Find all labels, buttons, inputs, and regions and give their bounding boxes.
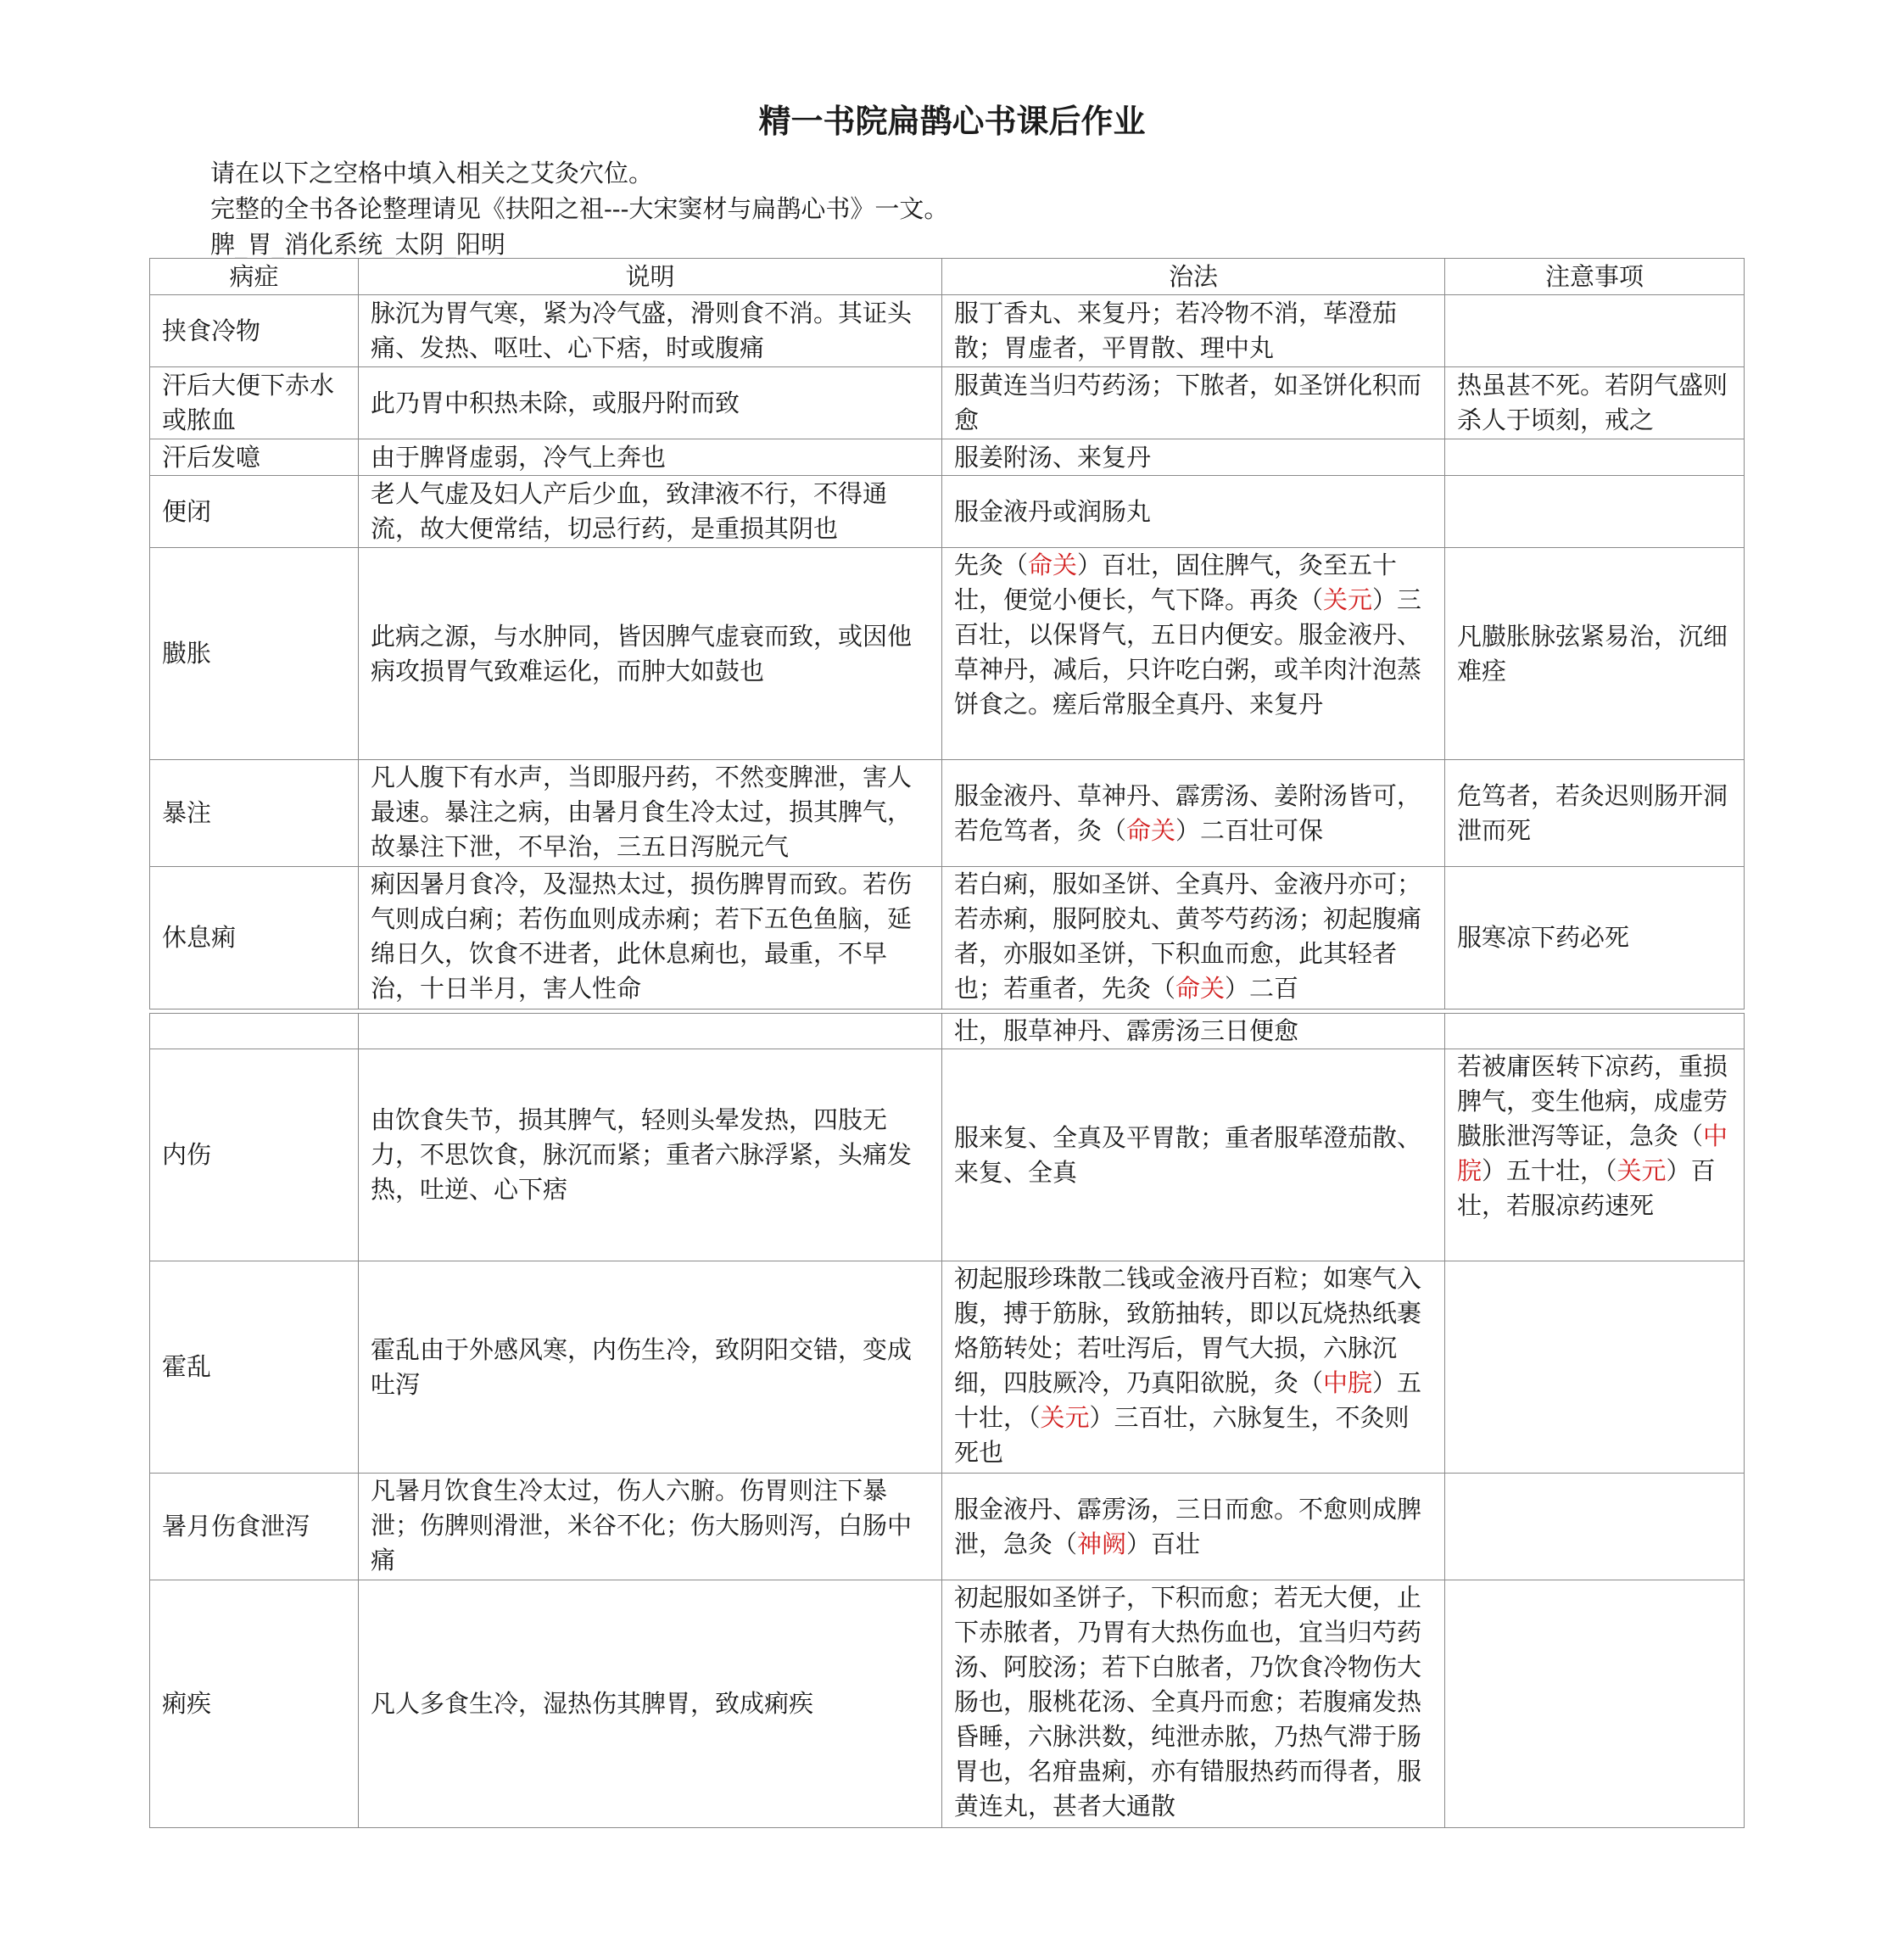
treatment-cell <box>942 548 1445 760</box>
disease-cell: 痢疾 <box>150 1580 359 1828</box>
table-header-row <box>150 259 1745 295</box>
intro-section: 脾_胃_消化系统_太阴_阳明 <box>210 230 506 259</box>
acupoint-answer: 神阙 <box>1077 1529 1127 1558</box>
disease-cell <box>150 1014 359 1049</box>
acupoint-answer: 中脘 <box>1457 1121 1728 1185</box>
description-cell: 此病之源，与水肿同，皆因脾气虚衰而致，或因他病攻损胃气致难运化，而肿大如鼓也 <box>359 548 942 760</box>
note-cell <box>1445 1049 1745 1261</box>
treatment-text: ）二百 <box>1225 974 1299 1003</box>
page-title: 精一书院扁鹊心书课后作业 <box>758 102 1146 140</box>
treatment-cell <box>942 760 1445 867</box>
treatment-text: ）三百壮，以保肾气，五日内便安。服金液丹、草神丹，减后，只许吃白粥，或羊肉汁泡蒸饼食之。瘥后常服全真丹、来复丹 <box>954 585 1422 719</box>
header-treatment: 治法 <box>942 259 1445 295</box>
treatment-text: ）百壮 <box>1126 1529 1201 1558</box>
treatment-cell <box>942 1261 1445 1474</box>
table-row <box>150 476 1745 548</box>
description-cell: 脉沉为胃气寒，紧为冷气盛，滑则食不消。其证头痛、发热、呕吐、心下痞，时或腹痛 <box>359 295 942 367</box>
note-cell <box>1445 1474 1745 1580</box>
note-text: ）百壮，若服凉药速死 <box>1457 1156 1716 1220</box>
intro-instruction: 请在以下之空格中填入相关之艾灸穴位。 <box>210 159 654 187</box>
note-text: ）五十壮，（ <box>1482 1156 1617 1185</box>
table-row <box>150 867 1745 1009</box>
disease-cell: 霍乱 <box>150 1261 359 1474</box>
table-row <box>150 760 1745 867</box>
description-cell: 凡暑月饮食生冷太过，伤人六腑。伤胃则注下暴泄；伤脾则滑泄，米谷不化；伤大肠则泻，白肠中痛 <box>359 1474 942 1580</box>
acupoint-answer: 命关 <box>1028 551 1078 579</box>
treatment-cell: 壮，服草神丹、霹雳汤三日便愈 <box>942 1014 1445 1049</box>
disease-cell: 臌胀 <box>150 548 359 760</box>
table-row <box>150 295 1745 367</box>
note-cell <box>1445 1261 1745 1474</box>
treatment-text: ）三百壮，六脉复生，不灸则死也 <box>954 1403 1410 1467</box>
acupoint-answer: 关元 <box>1040 1403 1090 1432</box>
treatment-text: 服金液丹、霹雳汤，三日而愈。不愈则成脾泄，急灸（ <box>954 1494 1422 1558</box>
table-row <box>150 1580 1745 1828</box>
description-cell: 此乃胃中积热未除，或服丹附而致 <box>359 367 942 439</box>
note-cell <box>1445 1580 1745 1828</box>
table-row <box>150 1049 1745 1261</box>
treatment-text: 服金液丹、草神丹、霹雳汤、姜附汤皆可，若危笃者，灸（ <box>954 780 1422 845</box>
description-cell: 凡人多食生冷，湿热伤其脾胃，致成痢疾 <box>359 1580 942 1828</box>
acupoint-answer: 中脘 <box>1323 1368 1373 1397</box>
disease-cell: 汗后大便下赤水或脓血 <box>150 367 359 439</box>
note-cell <box>1445 439 1745 476</box>
header-disease: 病症 <box>150 259 359 295</box>
acupoint-answer: 关元 <box>1616 1156 1667 1185</box>
treatment-cell: 服黄连当归芍药汤；下脓者，如圣饼化积而愈 <box>942 367 1445 439</box>
description-cell: 老人气虚及妇人产后少血，致津液不行，不得通流，故大便常结，切忌行药，是重损其阴也 <box>359 476 942 548</box>
note-cell: 凡臌胀脉弦紧易治，沉细难痊 <box>1445 548 1745 760</box>
acupoint-answer: 命关 <box>1126 815 1176 845</box>
treatment-cell: 服丁香丸、来复丹；若冷物不消，荜澄茄散；胃虚者，平胃散、理中丸 <box>942 295 1445 367</box>
description-cell: 由于脾肾虚弱，冷气上奔也 <box>359 439 942 476</box>
treatment-text: ）二百壮可保 <box>1175 815 1324 845</box>
table-row <box>150 548 1745 760</box>
treatment-cell: 初起服如圣饼子，下积而愈；若无大便，止下赤脓者，乃胃有大热伤血也，宜当归芍药汤、阿胶汤；若下白脓者，乃饮食冷物伤大肠也，服桃花汤、全真丹而愈；若腹痛发热昏睡，六脉洪数，纯泄赤脓，乃热气滞于肠胃也，名疳蛊痢，亦有错服热药而得者，服黄连丸，甚者大通散 <box>942 1580 1445 1828</box>
treatment-text: ）五十壮，（ <box>954 1368 1422 1432</box>
disease-cell: 汗后发噫 <box>150 439 359 476</box>
note-cell: 热虽甚不死。若阴气盛则杀人于顷刻，戒之 <box>1445 367 1745 439</box>
treatment-table-continued <box>149 1013 1745 1828</box>
note-cell <box>1445 295 1745 367</box>
intro-reference: 完整的全书各论整理请见《扶阳之祖---大宋窦材与扁鹊心书》一文。 <box>210 194 949 223</box>
table-row <box>150 439 1745 476</box>
disease-cell: 内伤 <box>150 1049 359 1261</box>
disease-cell: 挟食冷物 <box>150 295 359 367</box>
treatment-table <box>149 258 1745 1009</box>
disease-cell: 便闭 <box>150 476 359 548</box>
treatment-cell: 服来复、全真及平胃散；重者服荜澄茄散、来复、全真 <box>942 1049 1445 1261</box>
disease-cell: 暴注 <box>150 760 359 867</box>
acupoint-answer: 命关 <box>1175 974 1226 1003</box>
treatment-text: 先灸（ <box>954 551 1029 579</box>
header-description: 说明 <box>359 259 942 295</box>
disease-cell: 休息痢 <box>150 867 359 1009</box>
note-cell <box>1445 476 1745 548</box>
table-row <box>150 367 1745 439</box>
description-cell <box>359 1014 942 1049</box>
treatment-cell <box>942 867 1445 1009</box>
treatment-text: 若白痢，服如圣饼、全真丹、金液丹亦可；若赤痢，服阿胶丸、黄芩芍药汤；初起腹痛者，亦服如圣饼，下积血而愈，此其轻者也；若重者，先灸（ <box>954 870 1422 1003</box>
description-cell: 霍乱由于外感风寒，内伤生冷，致阴阳交错，变成吐泻 <box>359 1261 942 1474</box>
description-cell: 痢因暑月食冷，及湿热太过，损伤脾胃而致。若伤气则成白痢；若伤血则成赤痢；若下五色鱼脑，延绵日久，饮食不进者，此休息痢也，最重，不早治，十日半月，害人性命 <box>359 867 942 1009</box>
treatment-cell: 服金液丹或润肠丸 <box>942 476 1445 548</box>
table-row <box>150 1261 1745 1474</box>
table-row <box>150 1014 1745 1049</box>
treatment-cell <box>942 1474 1445 1580</box>
treatment-text: 初起服珍珠散二钱或金液丹百粒；如寒气入腹，搏于筋脉，致筋抽转，即以瓦烧热纸裹烙筋转处；若吐泻后，胃气大损，六脉沉细，四肢厥冷，乃真阳欲脱，灸（ <box>954 1264 1422 1397</box>
table-row <box>150 1474 1745 1580</box>
description-cell: 凡人腹下有水声，当即服丹药，不然变脾泄，害人最速。暴注之病，由暑月食生冷太过，损其脾气，故暴注下泄，不早治，三五日泻脱元气 <box>359 760 942 867</box>
note-cell: 危笃者，若灸迟则肠开洞泄而死 <box>1445 760 1745 867</box>
header-notes: 注意事项 <box>1445 259 1745 295</box>
disease-cell: 暑月伤食泄泻 <box>150 1474 359 1580</box>
acupoint-answer: 关元 <box>1323 585 1373 614</box>
treatment-cell: 服姜附汤、来复丹 <box>942 439 1445 476</box>
note-cell <box>1445 1014 1745 1049</box>
treatment-text: ）百壮，固住脾气，灸至五十壮，便觉小便长，气下降。再灸（ <box>954 551 1398 614</box>
description-cell: 由饮食失节，损其脾气，轻则头晕发热，四肢无力，不思饮食，脉沉而紧；重者六脉浮紧，头痛发热，吐逆、心下痞 <box>359 1049 942 1261</box>
note-cell: 服寒凉下药必死 <box>1445 867 1745 1009</box>
note-text: 若被庸医转下凉药，重损脾气，变生他病，成虚劳臌胀泄泻等证，急灸（ <box>1457 1052 1728 1150</box>
